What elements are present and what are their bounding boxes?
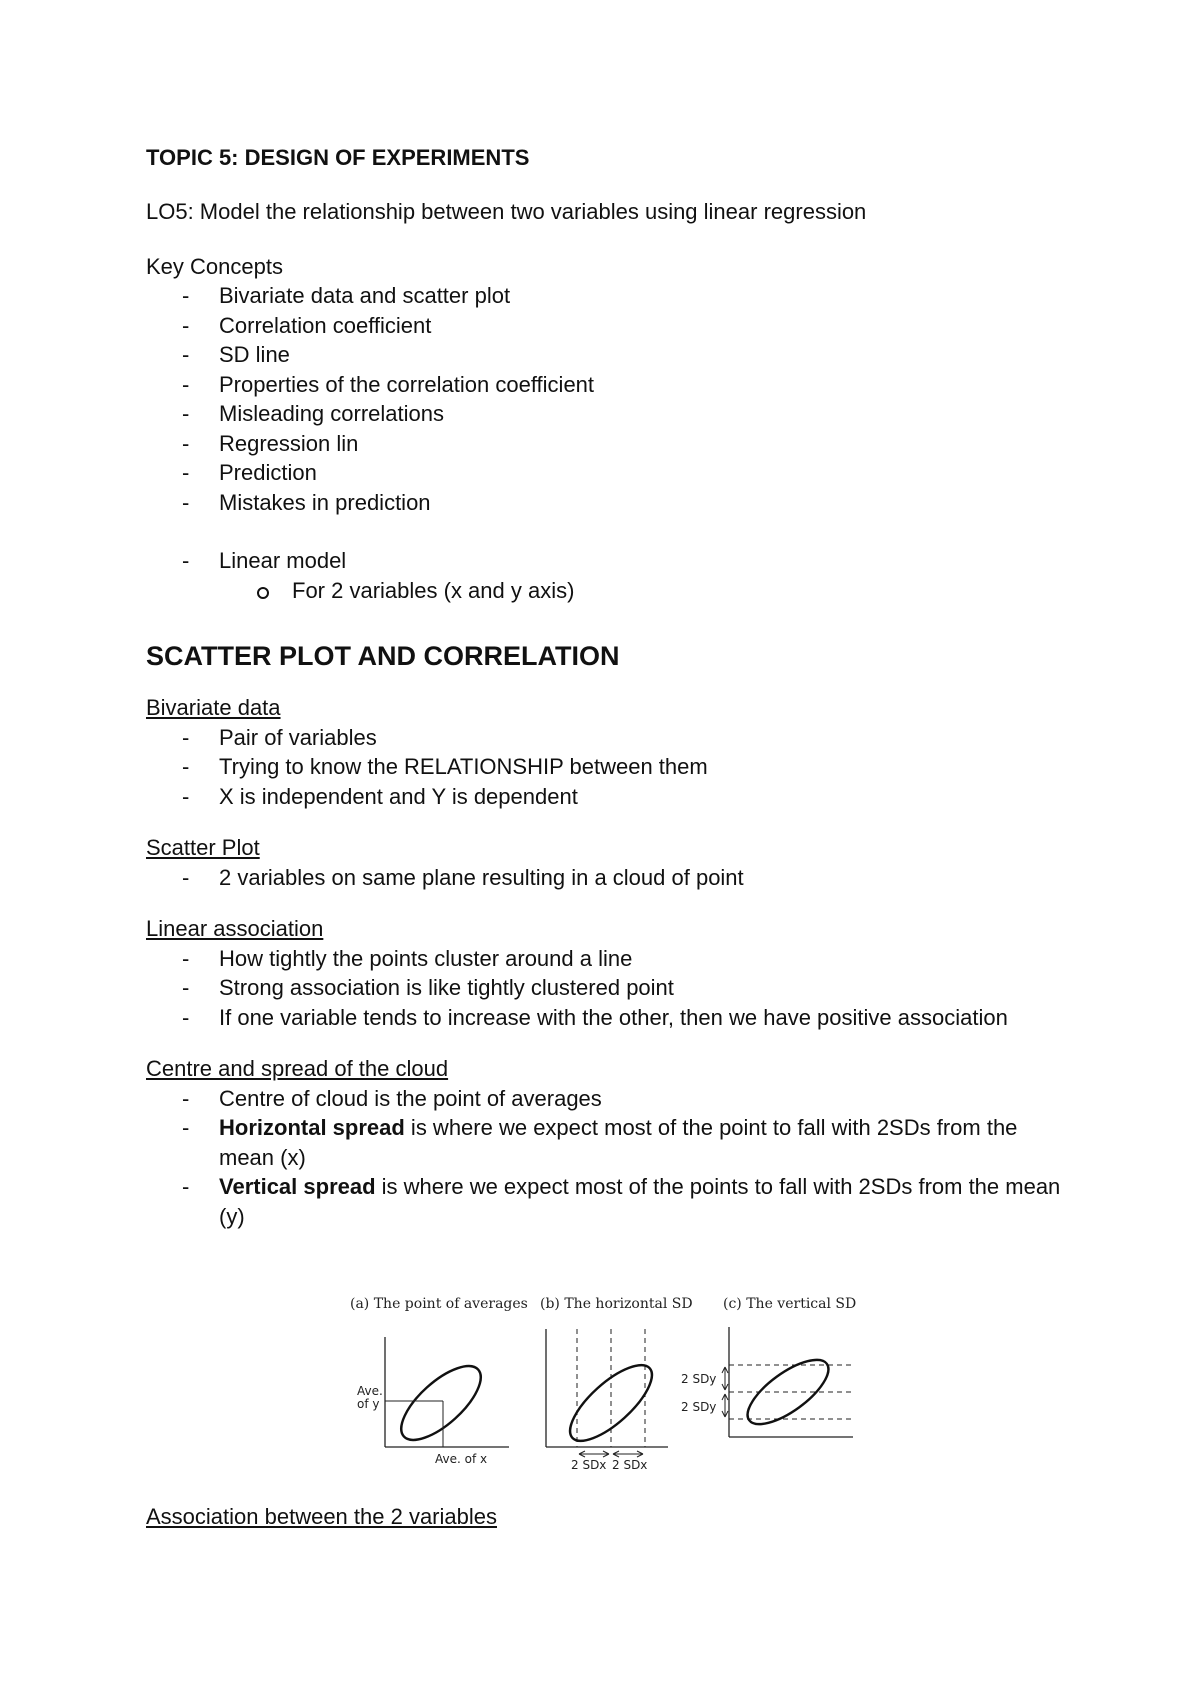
list-item: For 2 variables (x and y axis)	[146, 576, 1066, 606]
list-item: - Strong association is like tightly clustered point	[146, 973, 1066, 1003]
list-item: - Trying to know the RELATIONSHIP between them	[146, 752, 1066, 782]
list-item: - Misleading correlations	[146, 399, 1066, 429]
list-item: - Bivariate data and scatter plot	[146, 281, 1066, 311]
list-item: - Centre of cloud is the point of averages	[146, 1084, 1066, 1114]
linear-model-sublist	[146, 576, 1066, 606]
sdy-bottom-label: 2 SDy	[681, 1400, 717, 1414]
association-heading: Association between the 2 variables	[146, 1504, 497, 1529]
dash-bullet: -	[182, 460, 190, 485]
dash-bullet: -	[182, 401, 190, 426]
ave-y-label-1: Ave.	[357, 1384, 383, 1398]
scatter-heading: Scatter Plot	[146, 835, 260, 860]
key-concepts-label: Key Concepts	[146, 253, 283, 279]
dash-bullet: -	[182, 371, 190, 397]
panel-b	[546, 1329, 668, 1472]
list-item: - 2 variables on same plane resulting in a cloud of point	[146, 863, 1066, 893]
list-item: - Mistakes in prediction	[146, 488, 1066, 518]
circle-bullet-icon	[257, 587, 269, 599]
dash-bullet: -	[182, 548, 190, 573]
list-item: - Properties of the correlation coefficient	[146, 370, 1066, 400]
dash-bullet: -	[182, 430, 190, 456]
caption-a: (a) The point of averages	[350, 1296, 528, 1312]
dash-bullet: -	[182, 945, 190, 971]
dash-bullet: -	[182, 864, 190, 890]
document-body	[146, 143, 1066, 1231]
list-item: - How tightly the points cluster around a line	[146, 944, 1066, 974]
list-item: - Vertical spread is where we expect most of the points to fall with 2SDs from the mean (y)	[182, 1174, 1061, 1229]
sd-figure-svg	[345, 1295, 865, 1475]
panel-c	[681, 1327, 853, 1437]
sdy-top-label: 2 SDy	[681, 1372, 717, 1386]
linear-association-heading: Linear association	[146, 916, 324, 941]
linear-model-list	[146, 546, 1066, 576]
topic-title: TOPIC 5: DESIGN OF EXPERIMENTS	[146, 145, 530, 170]
linear-association-list	[146, 944, 1066, 1033]
list-item: - Regression lin	[146, 429, 1066, 459]
dash-bullet: -	[182, 1115, 190, 1140]
bivariate-heading: Bivariate data	[146, 695, 281, 720]
dash-bullet: -	[182, 724, 190, 750]
dash-bullet: -	[182, 754, 190, 779]
list-item: - Pair of variables	[146, 723, 1066, 753]
list-item: - Prediction	[146, 458, 1066, 488]
list-item: - SD line	[146, 340, 1066, 370]
list-item: - Correlation coefficient	[146, 311, 1066, 341]
dash-bullet: -	[182, 342, 190, 367]
learning-outcome: LO5: Model the relationship between two variables using linear regression	[146, 199, 867, 224]
key-concepts-list	[146, 281, 1066, 517]
ave-x-label: Ave. of x	[435, 1452, 488, 1466]
ave-y-label-2: of y	[357, 1397, 380, 1411]
dash-bullet: -	[182, 489, 190, 515]
dash-bullet: -	[182, 1004, 190, 1030]
dash-bullet: -	[182, 1085, 190, 1111]
caption-b: (b) The horizontal SD	[540, 1296, 693, 1312]
caption-c: (c) The vertical SD	[723, 1296, 857, 1312]
list-item: - If one variable tends to increase with the other, then we have positive association	[146, 1003, 1066, 1033]
spacer	[146, 517, 1066, 546]
section-heading: SCATTER PLOT AND CORRELATION	[146, 641, 620, 671]
ellipse-a	[390, 1354, 492, 1452]
dash-bullet: -	[182, 975, 190, 1000]
dash-bullet: -	[182, 783, 190, 809]
sdx-left-label: 2 SDx	[571, 1458, 607, 1472]
list-item: - X is independent and Y is dependent	[146, 782, 1066, 812]
dash-bullet: -	[182, 283, 190, 308]
scatter-list	[146, 863, 1066, 893]
dash-bullet: -	[182, 312, 190, 338]
centre-spread-heading: Centre and spread of the cloud	[146, 1056, 449, 1081]
panel-a	[357, 1337, 509, 1466]
centre-spread-list	[146, 1084, 1066, 1232]
list-item: - Linear model	[146, 546, 1066, 576]
list-item: - Horizontal spread is where we expect most of the point to fall with 2SDs from the mean (x)	[182, 1115, 1018, 1170]
sd-figure	[345, 1295, 865, 1475]
bivariate-list	[146, 723, 1066, 812]
dash-bullet: -	[182, 1174, 190, 1199]
sdx-right-label: 2 SDx	[612, 1458, 648, 1472]
